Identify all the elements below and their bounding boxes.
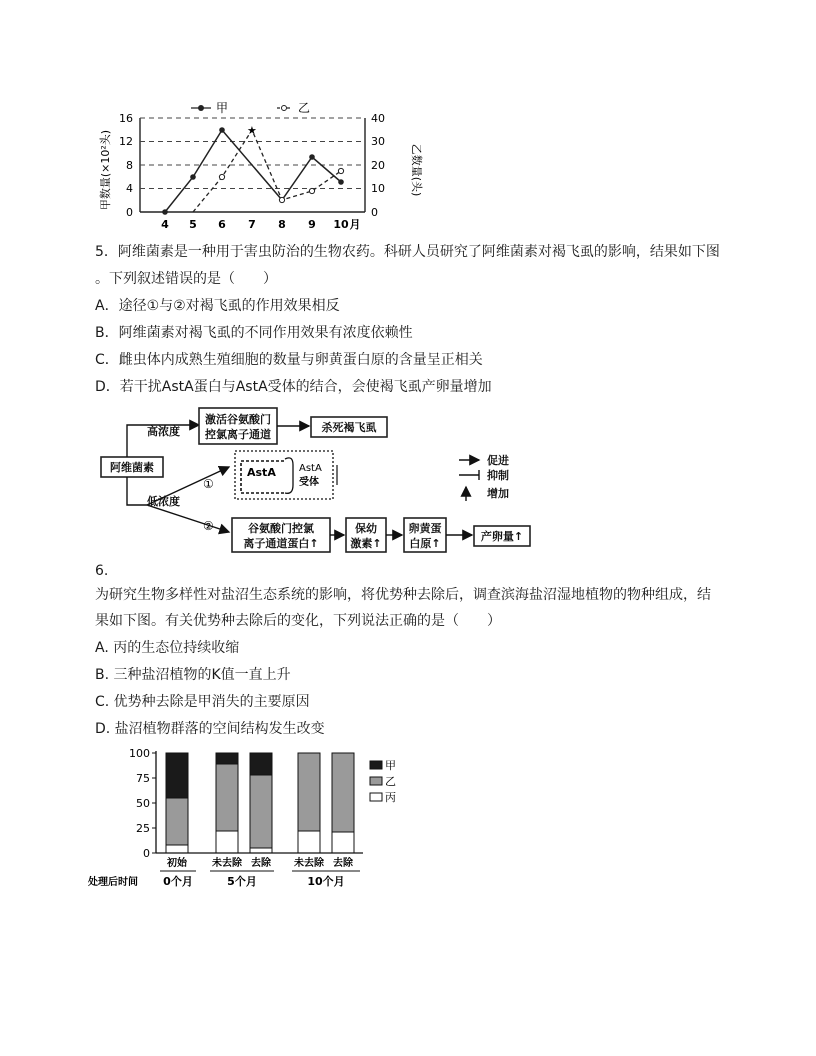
bar-category-label: 未去除 bbox=[212, 858, 242, 869]
y-left-tick: 0 bbox=[126, 206, 133, 219]
bar-segment-丙 bbox=[216, 831, 238, 853]
box-activate-line2: 控氯离子通道 bbox=[205, 428, 271, 441]
y-left-tick: 16 bbox=[119, 112, 133, 125]
legend-jia: 甲 bbox=[385, 759, 396, 772]
y-left-tick: 12 bbox=[119, 135, 133, 148]
q6-stem-line1: 为研究生物多样性对盐沼生态系统的影响，将优势种去除后，调查滨海盐沼湿地植物的物种组成，结 bbox=[95, 587, 711, 603]
legend-jia: 甲 bbox=[216, 101, 229, 115]
bar-x-label: 处理后时间 bbox=[88, 877, 138, 888]
q6-stem-line2: 果如下图。有关优势种去除后的变化，下列说法正确的是（ ） bbox=[95, 613, 501, 629]
svg-text:★: ★ bbox=[247, 124, 257, 137]
legend-yi: 乙 bbox=[385, 775, 396, 788]
group-label: 10个月 bbox=[307, 875, 345, 888]
bar-segment-丙 bbox=[166, 845, 188, 853]
y-right-tick: 10 bbox=[371, 182, 385, 195]
series-jia-line bbox=[165, 130, 341, 212]
group-label: 5个月 bbox=[227, 875, 257, 888]
bar-category-label: 去除 bbox=[333, 858, 353, 869]
box-glu-line2: 离子通道蛋白↑ bbox=[243, 537, 319, 550]
bar-segment-乙 bbox=[166, 798, 188, 845]
box-vit-line2: 白原↑ bbox=[409, 537, 441, 550]
y-right-tick: 20 bbox=[371, 159, 385, 172]
bar-category-label: 未去除 bbox=[294, 858, 324, 869]
diagram-legend bbox=[459, 453, 509, 501]
box-juv-line2: 激素↑ bbox=[350, 537, 382, 550]
bar-segment-甲 bbox=[166, 753, 188, 798]
q5-stem-line1: 5．阿维菌素是一种用于害虫防治的生物农药。科研人员研究了阿维菌素对褐飞虱的影响，结果如下图 bbox=[95, 244, 720, 260]
q6-number: 6. bbox=[95, 563, 109, 579]
q6-option-d: D. 盐沼植物群落的空间结构发生改变 bbox=[95, 721, 325, 737]
line-chart bbox=[95, 100, 425, 235]
q5-stem-line2: 。下列叙述错误的是（ ） bbox=[95, 271, 277, 287]
x-tick: 6 bbox=[218, 218, 226, 231]
bar-segment-丙 bbox=[250, 848, 272, 853]
series-jia-points bbox=[162, 127, 344, 215]
label-low: 低浓度 bbox=[147, 495, 180, 508]
bar-y-tick: 100 bbox=[129, 747, 150, 760]
y-right-tick: 40 bbox=[371, 112, 385, 125]
legend-inhibit: 抑制 bbox=[487, 469, 509, 482]
y-left-label: 甲数量(×10²头) bbox=[99, 129, 112, 211]
q6-option-a: A. 丙的生态位持续收缩 bbox=[95, 640, 240, 656]
x-tick: 5 bbox=[189, 218, 197, 231]
bar-y-tick: 25 bbox=[136, 822, 150, 835]
y-right-tick: 0 bbox=[371, 206, 378, 219]
q6-option-c: C. 优势种去除是甲消失的主要原因 bbox=[95, 694, 310, 710]
bar-segment-乙 bbox=[216, 764, 238, 831]
bar-segment-丙 bbox=[298, 831, 320, 853]
y-left-tick: 4 bbox=[126, 182, 133, 195]
bar-segment-甲 bbox=[250, 753, 272, 775]
x-tick: 8 bbox=[278, 218, 286, 231]
legend-increase: 增加 bbox=[487, 487, 509, 500]
path-2: ② bbox=[203, 519, 214, 533]
q5-option-c: C．雌虫体内成熟生殖细胞的数量与卵黄蛋白原的含量呈正相关 bbox=[95, 352, 483, 368]
box-egg: 产卵量↑ bbox=[480, 530, 524, 543]
diagram-source: 阿维菌素 bbox=[110, 461, 154, 474]
asta-label: AstA bbox=[247, 466, 276, 479]
bar-y-tick: 75 bbox=[136, 772, 150, 785]
stacked-bar-chart bbox=[88, 745, 408, 890]
bar-category-label: 去除 bbox=[251, 858, 271, 869]
bar-legend bbox=[370, 759, 396, 804]
bar-y-tick: 50 bbox=[136, 797, 150, 810]
line-chart-legend bbox=[191, 101, 310, 115]
x-unit: 月 bbox=[349, 218, 361, 231]
box-juv-line1: 保幼 bbox=[355, 522, 377, 535]
mechanism-diagram bbox=[95, 405, 545, 555]
series-yi-points bbox=[219, 168, 343, 202]
q5-option-a: A．途径①与②对褐飞虱的作用效果相反 bbox=[95, 298, 340, 314]
box-glu-line1: 谷氨酸门控氯 bbox=[248, 522, 314, 535]
legend-promote: 促进 bbox=[487, 454, 509, 467]
path-1: ① bbox=[203, 477, 214, 491]
y-right-label: 乙数量(头) bbox=[410, 143, 423, 197]
x-tick: 10 bbox=[333, 218, 349, 231]
q5-option-d: D．若干扰AstA蛋白与AstA受体的结合，会使褐飞虱产卵量增加 bbox=[95, 379, 492, 395]
x-tick: 9 bbox=[308, 218, 316, 231]
bar-category-label: 初始 bbox=[167, 858, 187, 869]
receptor-line1: AstA bbox=[299, 463, 322, 474]
bar-segment-乙 bbox=[298, 753, 320, 831]
box-vit-line1: 卵黄蛋 bbox=[408, 522, 442, 535]
legend-bing: 丙 bbox=[385, 791, 396, 804]
q5-option-b: B．阿维菌素对褐飞虱的不同作用效果有浓度依赖性 bbox=[95, 325, 413, 341]
bar-segment-丙 bbox=[332, 832, 354, 853]
receptor-line2: 受体 bbox=[299, 477, 319, 488]
group-label: 0个月 bbox=[163, 875, 193, 888]
q6-option-b: B. 三种盐沼植物的K值一直上升 bbox=[95, 667, 291, 683]
legend-yi: 乙 bbox=[298, 101, 311, 115]
y-left-tick: 8 bbox=[126, 159, 133, 172]
y-right-tick: 30 bbox=[371, 135, 385, 148]
label-high: 高浓度 bbox=[147, 425, 180, 438]
bar-y-tick: 0 bbox=[143, 847, 150, 860]
box-activate-line1: 激活谷氨酸门 bbox=[205, 413, 271, 426]
bar-segment-甲 bbox=[216, 753, 238, 764]
x-tick: 4 bbox=[161, 218, 169, 231]
x-tick: 7 bbox=[248, 218, 256, 231]
bar-segment-乙 bbox=[250, 775, 272, 848]
box-kill: 杀死褐飞虱 bbox=[321, 421, 377, 434]
bar-segment-乙 bbox=[332, 753, 354, 832]
